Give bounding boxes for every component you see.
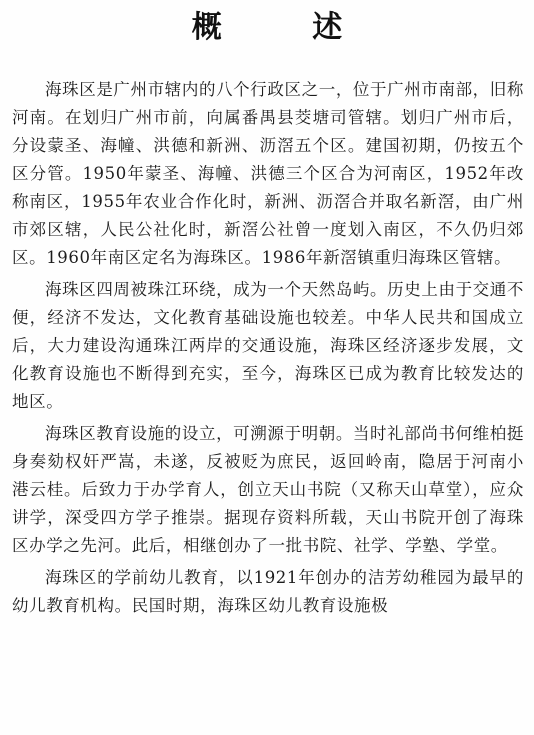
paragraph-3: 海珠区教育设施的设立，可溯源于明朝。当时礼部尚书何维柏挺身奏劾权奸严嵩，未遂，反被贬为庶民，返回岭南，隐居于河南小港云桂。后致力于办学育人，创立天山书院（又称天山草堂），应众讲学，深受四方学子推崇。据现存资料所载，天山书院开创了海珠区办学之先河。此后，相继创办了一批书院、社学、学塾、学堂。 xyxy=(12,424,524,555)
body-text xyxy=(12,76,524,624)
paragraph-1: 海珠区是广州市辖内的八个行政区之一，位于广州市南部，旧称河南。在划归广州市前，向属番禺县茭塘司管辖。划归广州市后，分设蒙圣、海幢、洪德和新洲、沥滘五个区。建国初期，仍按五个区分管。1950年蒙圣、海幢、洪德三个区合为河南区，1952年改称南区，1955年农业合作化时，新洲、沥滘合并取名新滘，由广州市郊区辖，人民公社化时，新滘公社曾一度划入南区，不久仍归郊区。1960年南区定名为海珠区。1986年新滘镇重归海珠区管辖。 xyxy=(12,80,524,267)
paragraph-2: 海珠区四周被珠江环绕，成为一个天然岛屿。历史上由于交通不便，经济不发达，文化教育基础设施也较差。中华人民共和国成立后，大力建设沟通珠江两岸的交通设施，海珠区经济逐步发展，文化教育设施也不断得到充实，至今，海珠区已成为教育比较发达的地区。 xyxy=(12,280,524,411)
paragraph-4: 海珠区的学前幼儿教育，以1921年创办的洁芳幼稚园为最早的幼儿教育机构。民国时期，海珠区幼儿教育设施极 xyxy=(12,568,524,615)
page-title: 概 述 xyxy=(191,10,383,45)
